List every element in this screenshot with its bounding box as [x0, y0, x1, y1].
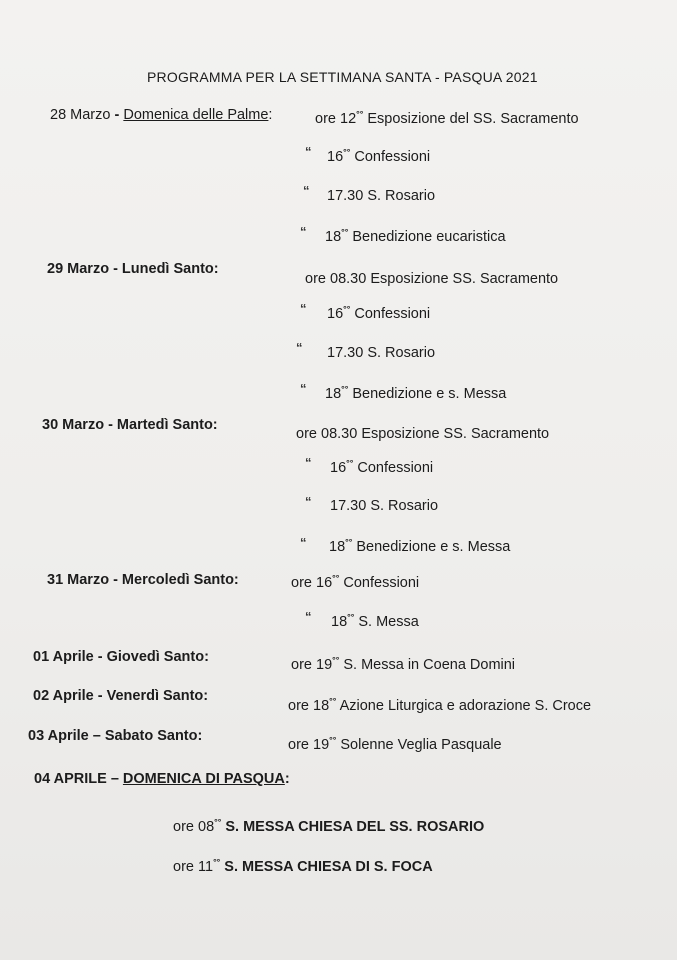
event-row: 17.30 S. Rosario: [327, 188, 436, 204]
event-row: 16°° Confessioni: [327, 304, 431, 322]
ditto-mark: “: [305, 455, 312, 470]
event-row: ore 08.30 Esposizione SS. Sacramento: [305, 271, 559, 287]
day-label-02-aprile: 02 Aprile - Venerdì Santo:: [33, 688, 209, 704]
page-title: PROGRAMMA PER LA SETTIMANA SANTA - PASQUA 2021: [147, 69, 538, 85]
event-row: ore 19°° Solenne Veglia Pasquale: [288, 735, 502, 753]
day-label-04-aprile: 04 APRILE – DOMENICA DI PASQUA:: [34, 771, 290, 787]
event-row: 17.30 S. Rosario: [330, 498, 439, 514]
ditto-mark: “: [305, 144, 312, 159]
day-label-30-marzo: 30 Marzo - Martedì Santo:: [42, 417, 218, 433]
event-row: ore 16°° Confessioni: [291, 573, 420, 591]
ditto-mark: “: [296, 340, 303, 355]
event-row: 18°° Benedizione e s. Messa: [325, 384, 507, 402]
day-label-29-marzo: 29 Marzo - Lunedì Santo:: [47, 261, 219, 277]
ditto-mark: “: [300, 381, 307, 396]
ditto-mark: “: [303, 183, 310, 198]
ditto-mark: “: [305, 494, 312, 509]
day-name: DOMENICA DI PASQUA: [122, 771, 285, 787]
day-date: 28 Marzo: [50, 107, 111, 123]
event-row: 18°° Benedizione eucaristica: [325, 227, 506, 245]
day-label-03-aprile: 03 Aprile – Sabato Santo:: [28, 728, 203, 744]
ditto-mark: “: [300, 301, 307, 316]
event-row: ore 12°° Esposizione del SS. Sacramento: [315, 109, 579, 127]
event-row: 16°° Confessioni: [330, 458, 434, 476]
day-name: Domenica delle Palme: [123, 107, 269, 123]
event-row: 18°° S. Messa: [331, 612, 419, 630]
event-row: ore 18°° Azione Liturgica e adorazione S. Croce: [288, 696, 592, 714]
event-row: ore 11°° S. MESSA CHIESA DI S. FOCA: [173, 857, 433, 875]
ditto-mark: “: [300, 224, 307, 239]
day-label-28-marzo: 28 Marzo - Domenica delle Palme:: [50, 107, 273, 123]
event-row: ore 08°° S. MESSA CHIESA DEL SS. ROSARIO: [173, 817, 485, 835]
day-label-31-marzo: 31 Marzo - Mercoledì Santo:: [47, 572, 239, 588]
ditto-mark: “: [300, 535, 307, 550]
event-row: ore 19°° S. Messa in Coena Domini: [291, 655, 516, 673]
day-label-01-aprile: 01 Aprile - Giovedì Santo:: [33, 649, 209, 665]
event-row: ore 08.30 Esposizione SS. Sacramento: [296, 426, 550, 442]
event-row: 18°° Benedizione e s. Messa: [329, 537, 511, 555]
event-row: 17.30 S. Rosario: [327, 345, 436, 361]
event-row: 16°° Confessioni: [327, 147, 431, 165]
ditto-mark: “: [305, 609, 312, 624]
